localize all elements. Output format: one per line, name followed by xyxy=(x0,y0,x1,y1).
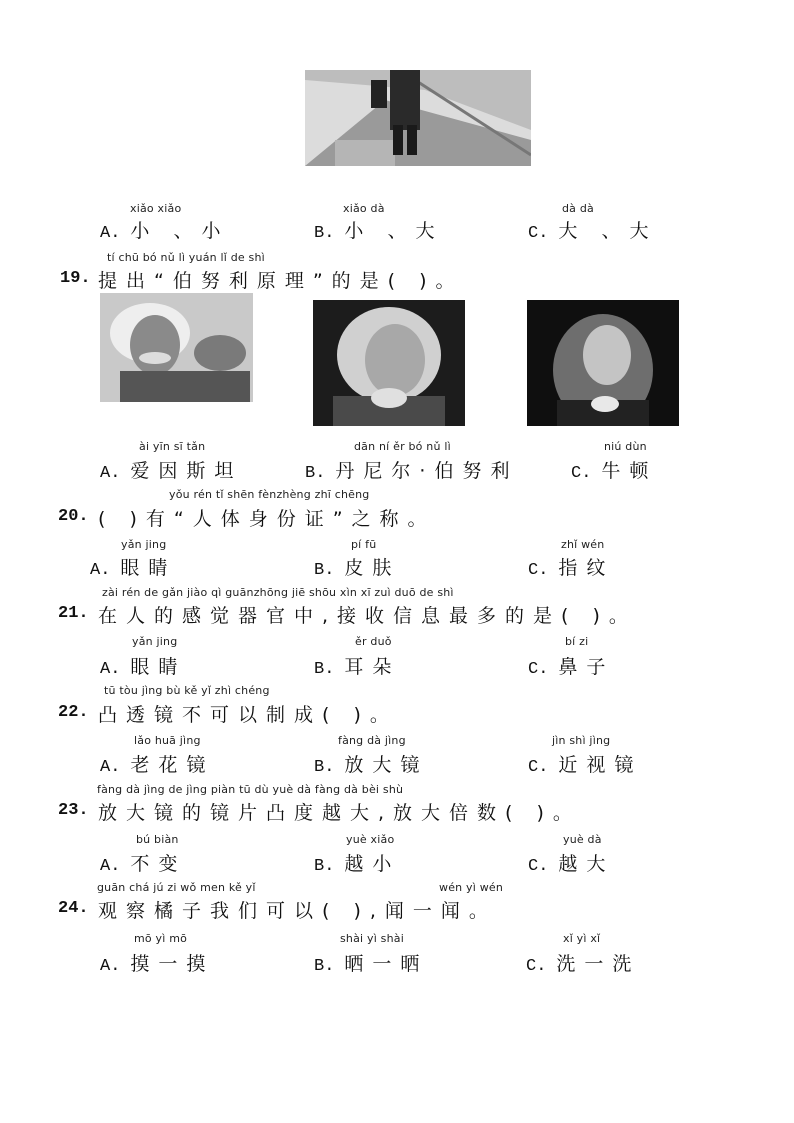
option-text: 丹尼尔·伯努利 xyxy=(335,460,519,482)
q22-option-b-pinyin: fàng dà jìng xyxy=(338,734,406,747)
option-text: 耳朵 xyxy=(344,656,401,678)
option-label: C. xyxy=(526,957,547,976)
option-label: C. xyxy=(528,857,549,876)
option-label: C. xyxy=(571,464,592,483)
q24-option-c xyxy=(526,949,640,976)
q19-option-c xyxy=(571,456,657,483)
option-label: B. xyxy=(305,464,326,483)
q24-option-b xyxy=(314,949,428,976)
q22-option-c-pinyin: jìn shì jìng xyxy=(552,734,611,747)
q18-option-b-pinyin: xiǎo dà xyxy=(343,202,385,215)
q24-text: 观察橘子我们可以( ),闻一闻。 xyxy=(98,900,497,922)
option-text: 老花镜 xyxy=(130,754,215,776)
q24-option-a-pinyin: mō yì mō xyxy=(134,932,188,945)
q21-option-b xyxy=(314,652,400,679)
option-label: A. xyxy=(100,660,121,679)
q24-option-c-pinyin: xǐ yì xǐ xyxy=(563,932,601,945)
option-text: 指纹 xyxy=(558,557,615,579)
top-photo xyxy=(305,70,531,166)
q23-number: 23. xyxy=(58,801,89,820)
q21-option-b-pinyin: ěr duǒ xyxy=(355,635,392,648)
q19-option-a xyxy=(100,456,242,483)
option-label: C. xyxy=(528,758,549,777)
q20-option-c-pinyin: zhǐ wén xyxy=(561,538,605,551)
option-text: 小 、大 xyxy=(344,220,444,242)
option-label: A. xyxy=(100,758,121,777)
q23-pinyin: fàng dà jìng de jìng piàn tū dù yuè dà fàng dà bèi shù xyxy=(97,783,404,796)
option-text: 眼睛 xyxy=(120,557,177,579)
q20-option-a-pinyin: yǎn jing xyxy=(121,538,167,551)
option-text: 晒一晒 xyxy=(344,953,429,975)
q19-option-a-pinyin: ài yīn sī tǎn xyxy=(139,440,206,453)
q23-option-c xyxy=(528,849,614,876)
option-text: 近视镜 xyxy=(558,754,643,776)
q21-text: 在人的感觉器官中,接收信息最多的是( )。 xyxy=(98,605,637,627)
option-label: A. xyxy=(100,224,121,243)
option-text: 洗一洗 xyxy=(556,953,641,975)
q18-option-a xyxy=(100,216,229,243)
q22-option-a xyxy=(100,750,214,777)
option-label: B. xyxy=(314,660,335,679)
option-text: 越小 xyxy=(344,853,401,875)
q18-option-b xyxy=(314,216,443,243)
q21-option-c xyxy=(528,652,614,679)
q19-option-b-pinyin: dān ní ěr bó nǔ lì xyxy=(354,440,451,453)
q22-option-c xyxy=(528,750,642,777)
q21-number: 21. xyxy=(58,604,89,623)
q20-option-c xyxy=(528,553,614,580)
option-text: 越大 xyxy=(558,853,615,875)
q21-option-a xyxy=(100,652,186,679)
option-label: C. xyxy=(528,660,549,679)
option-text: 不变 xyxy=(130,853,187,875)
q24-option-a xyxy=(100,949,214,976)
option-text: 大 、大 xyxy=(558,220,658,242)
q18-option-a-pinyin: xiǎo xiǎo xyxy=(130,202,182,215)
option-label: C. xyxy=(528,561,549,580)
q21-pinyin: zài rén de gǎn jiào qì guānzhōng jiē shōu xìn xī zuì duō de shì xyxy=(102,586,454,599)
q23-option-a xyxy=(100,849,186,876)
q19-text: 提出“伯努利原理”的是( )。 xyxy=(98,270,464,292)
option-text: 鼻子 xyxy=(558,656,615,678)
einstein-photo xyxy=(100,293,253,402)
q21-option-a-pinyin: yǎn jing xyxy=(132,635,178,648)
q22-number: 22. xyxy=(58,703,89,722)
option-label: A. xyxy=(100,957,121,976)
option-label: B. xyxy=(314,857,335,876)
option-text: 小 、小 xyxy=(130,220,230,242)
q19-number: 19. xyxy=(60,269,91,288)
option-text: 放大镜 xyxy=(344,754,429,776)
option-text: 牛顿 xyxy=(601,460,658,482)
option-text: 爱因斯坦 xyxy=(130,460,243,482)
q24-option-b-pinyin: shài yì shài xyxy=(340,932,404,945)
q19-option-c-pinyin: niú dùn xyxy=(604,440,647,453)
option-label: A. xyxy=(100,857,121,876)
option-text: 摸一摸 xyxy=(130,953,215,975)
q20-option-b xyxy=(314,553,400,580)
q24-pinyin-a: guān chá jú zi wǒ men kě yǐ xyxy=(97,881,256,894)
q20-option-a xyxy=(90,553,176,580)
q23-option-c-pinyin: yuè dà xyxy=(563,833,602,846)
bernoulli-photo xyxy=(313,300,465,426)
q22-text: 凸透镜不可以制成( )。 xyxy=(98,704,398,726)
q22-option-b xyxy=(314,750,428,777)
q18-option-c-pinyin: dà dà xyxy=(562,202,594,215)
option-label: A. xyxy=(90,561,111,580)
q23-option-b-pinyin: yuè xiǎo xyxy=(346,833,395,846)
q20-pinyin: yǒu rén tǐ shēn fènzhèng zhī chēng xyxy=(169,488,370,501)
option-label: B. xyxy=(314,224,335,243)
option-label: B. xyxy=(314,758,335,777)
q22-option-a-pinyin: lǎo huā jìng xyxy=(134,734,201,747)
q23-option-a-pinyin: bú biàn xyxy=(136,833,179,846)
q20-option-b-pinyin: pí fū xyxy=(351,538,377,551)
q20-text: ( )有“人体身份证”之称。 xyxy=(98,508,436,530)
q21-option-c-pinyin: bí zi xyxy=(565,635,589,648)
q19-option-b xyxy=(305,456,518,483)
q20-number: 20. xyxy=(58,507,89,526)
option-text: 眼睛 xyxy=(130,656,187,678)
q22-pinyin: tū tòu jìng bù kě yǐ zhì chéng xyxy=(104,684,270,697)
option-text: 皮肤 xyxy=(344,557,401,579)
newton-photo xyxy=(527,300,679,426)
option-label: B. xyxy=(314,957,335,976)
q23-text: 放大镜的镜片凸度越大,放大倍数( )。 xyxy=(98,802,581,824)
option-label: C. xyxy=(528,224,549,243)
q23-option-b xyxy=(314,849,400,876)
q24-number: 24. xyxy=(58,899,89,918)
option-label: B. xyxy=(314,561,335,580)
q24-pinyin-b: wén yì wén xyxy=(439,881,504,894)
q19-pinyin: tí chū bó nǔ lì yuán lǐ de shì xyxy=(107,251,265,264)
option-label: A. xyxy=(100,464,121,483)
q18-option-c xyxy=(528,216,657,243)
